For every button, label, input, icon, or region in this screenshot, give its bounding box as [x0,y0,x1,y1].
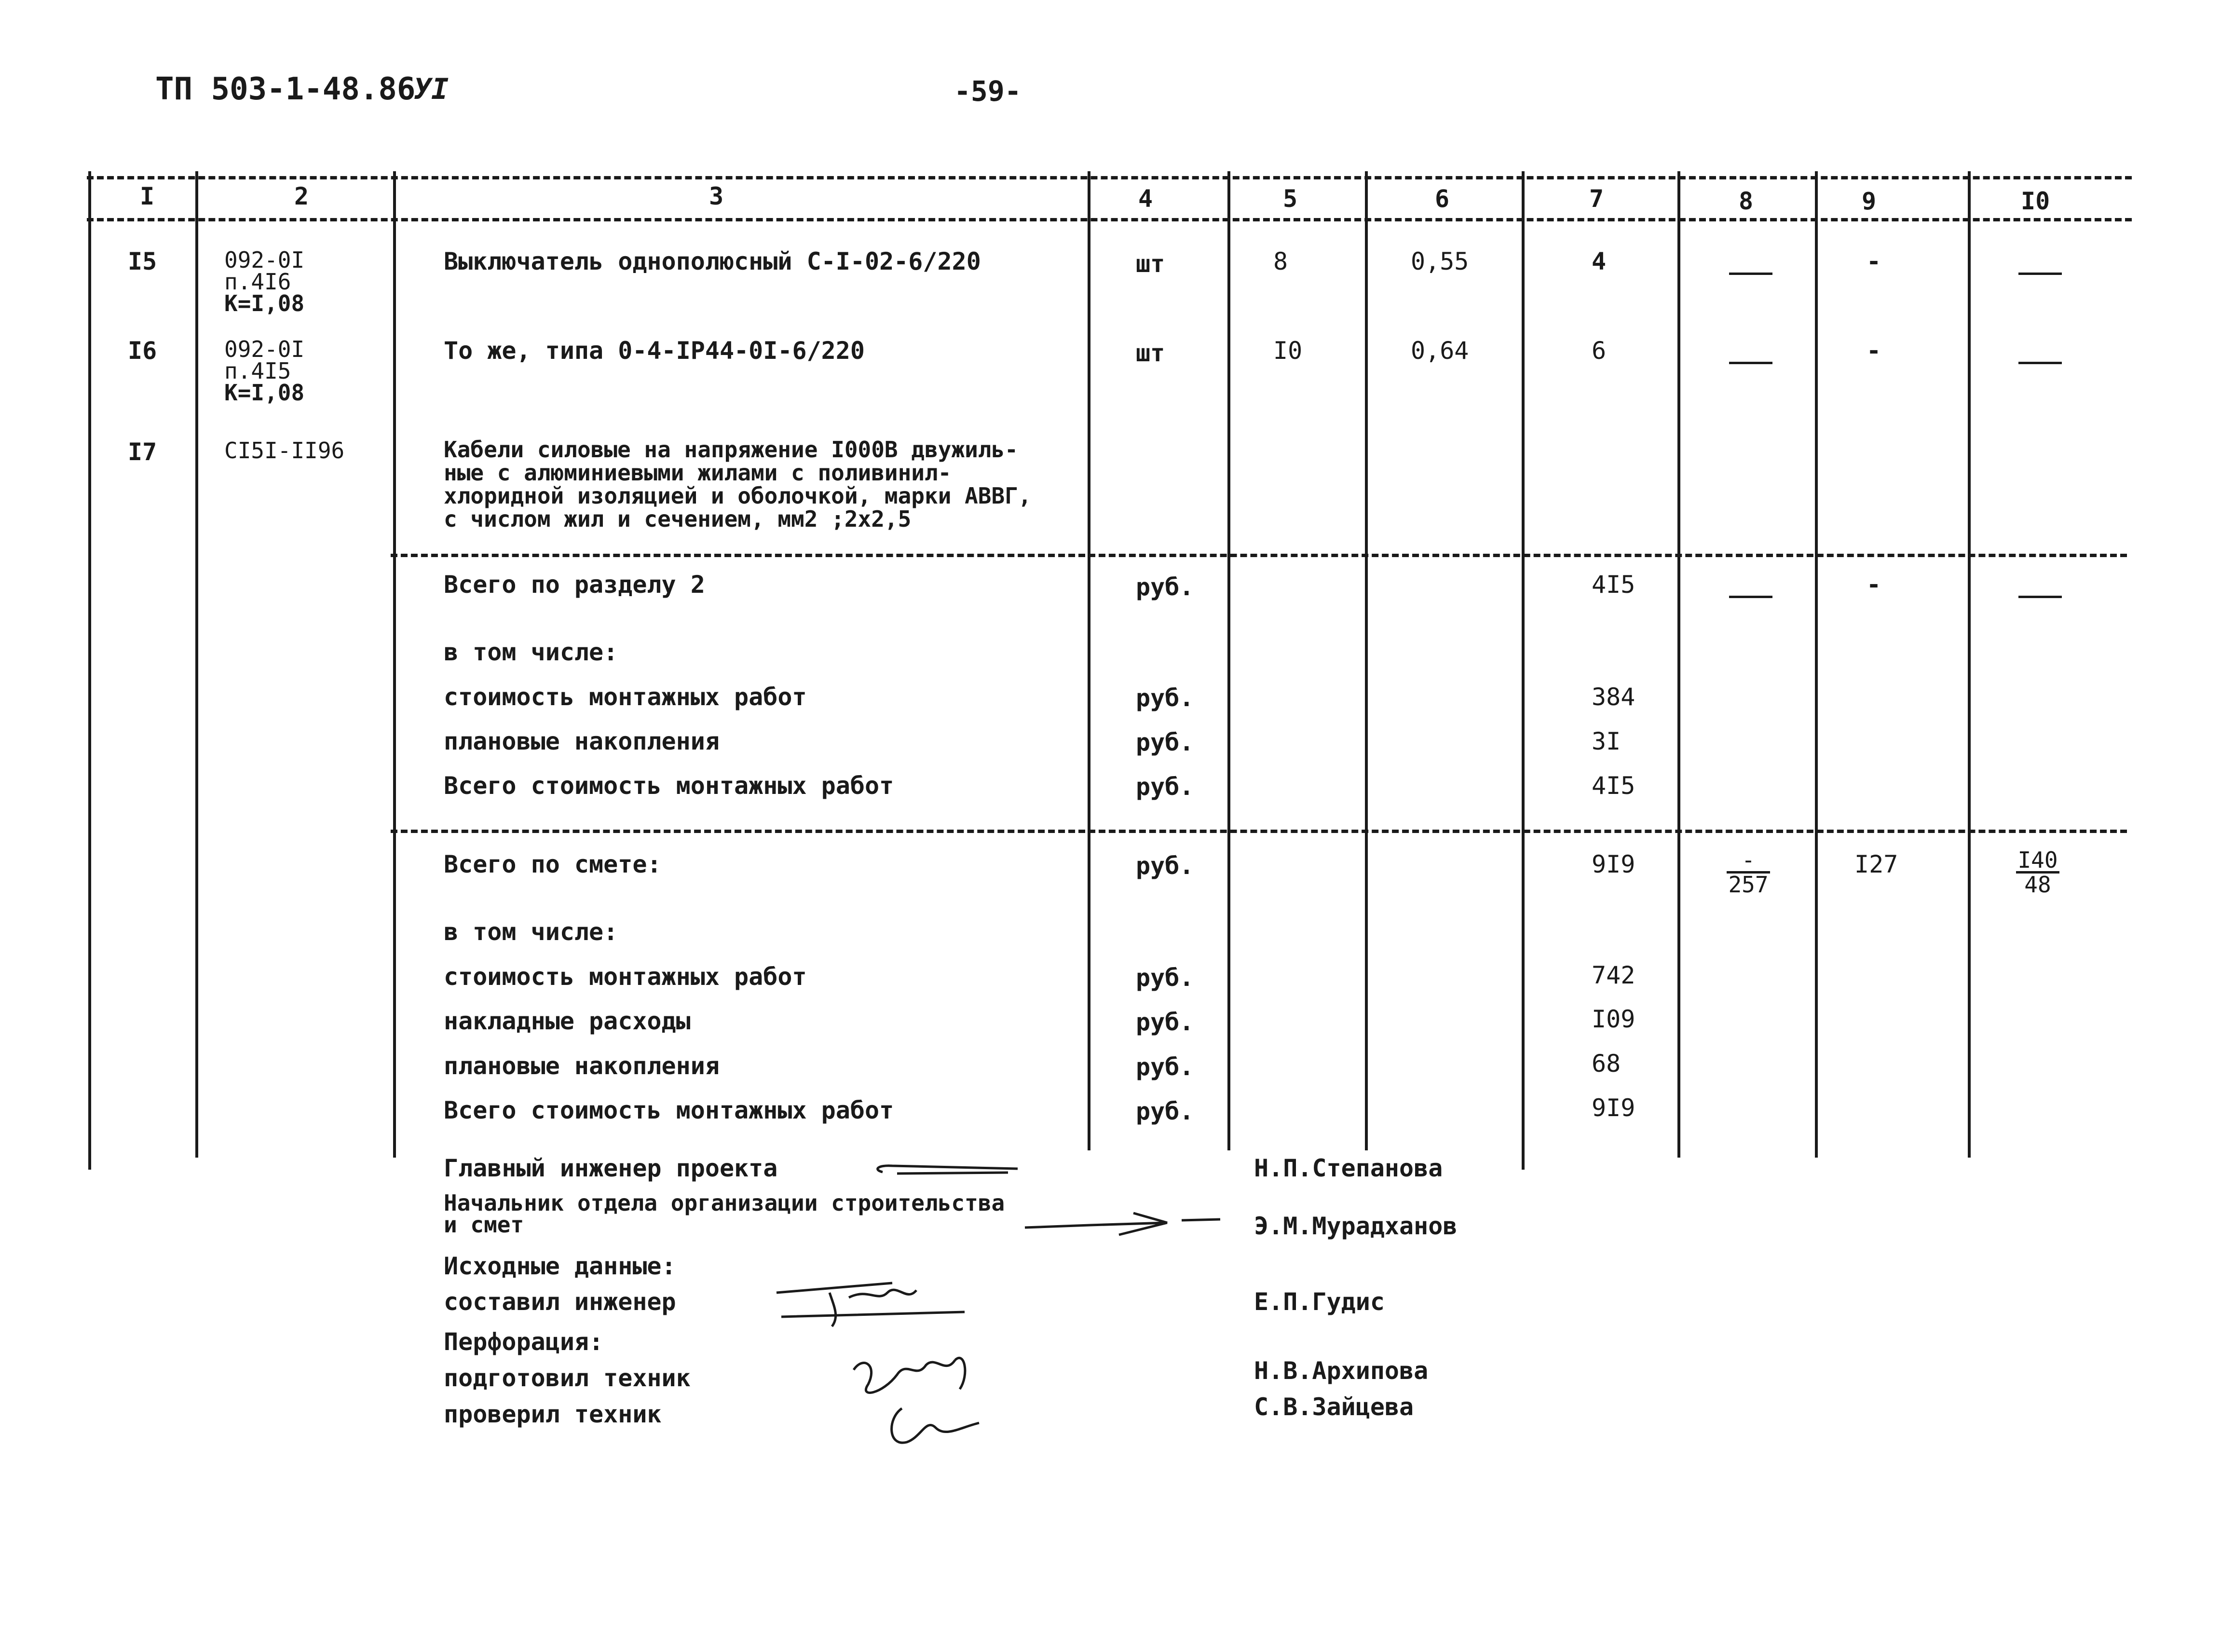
breakdown-value: 384 [1592,683,1635,711]
col-header-4: 4 [1138,185,1153,213]
section2-divider [391,554,2127,557]
chief-engineer-label: Главный инженер проекта [444,1154,778,1182]
compiled-by-label: составил инженер [444,1288,676,1316]
col8-numerator: - [1727,849,1770,874]
item-name: Выключатель однополюсный С-I-02-6/220 [444,247,981,275]
col10-denominator [2018,364,2062,383]
col-divider [195,171,198,1158]
col10-fraction [2016,849,2059,896]
row-number: I5 [128,247,157,275]
col-header-1: I [140,182,155,210]
col-divider [393,171,396,1158]
breakdown-label: плановые накопления [444,727,720,755]
prepared-by-name: Н.В.Архипова [1254,1357,1429,1385]
unit: шт [1136,250,1165,278]
including-label: в том числе: [444,918,618,946]
item-name-line: Кабели силовые на напряжение I000В двужиль- [444,437,1018,463]
section-total-value: 4I5 [1592,571,1635,599]
col8-fraction [1729,576,1772,617]
col10-numerator [2018,253,2062,275]
col-divider [1365,171,1368,1150]
norm-coefficient: К=I,08 [224,290,305,316]
item-name: То же, типа 0-4-IР44-0I-6/220 [444,337,865,365]
unit: руб. [1136,964,1194,992]
source-data-label: Исходные данные: [444,1252,676,1280]
page-number: -59- [954,75,1022,108]
chief-engineer-signature [863,1155,1022,1184]
col-divider [1088,171,1090,1150]
col10-denominator [2018,275,2062,294]
unit: руб. [1136,1097,1194,1125]
col8-fraction [1729,342,1772,383]
col8-fraction [1727,849,1770,896]
unit-price: 0,64 [1411,337,1469,365]
col-divider [88,171,91,1170]
breakdown-value: 68 [1592,1050,1621,1078]
col8-denominator [1729,364,1772,383]
unit: руб. [1136,728,1194,756]
col-divider [1968,171,1971,1158]
row-number: I6 [128,337,157,365]
col-header-2: 2 [294,182,309,210]
breakdown-label: Всего стоимость монтажных работ [444,1096,894,1124]
col-header-5: 5 [1283,185,1298,213]
compiled-by-name: Е.П.Гудис [1254,1288,1385,1316]
col10-fraction [2018,253,2062,294]
breakdown-label: стоимость монтажных работ [444,683,807,711]
norm-code: СI5I-II96 [224,437,345,464]
unit-price: 0,55 [1411,247,1469,275]
col-header-6: 6 [1435,185,1450,213]
col8-denominator: 257 [1728,872,1769,898]
dept-head-label-cont: и смет [444,1212,524,1238]
prepared-by-signature [844,1346,989,1457]
album-code: УI [414,72,449,106]
unit: руб. [1136,684,1194,712]
col-divider [1227,171,1230,1150]
chief-engineer-name: Н.П.Степанова [1254,1154,1443,1182]
col-header-10: I0 [2021,187,2050,215]
quantity: 8 [1273,247,1288,275]
col9-value: I27 [1854,850,1898,878]
row-number: I7 [128,438,157,466]
checked-by-name: С.В.Зайцева [1254,1393,1414,1421]
col10-denominator: 48 [2024,872,2051,898]
col-divider [1677,171,1680,1158]
quantity: I0 [1273,337,1303,365]
norm-clause: п.4I6 [224,269,291,295]
col9-value: - [1867,337,1881,365]
estimate-divider [391,830,2127,833]
item-name-line: хлоридной изоляцией и оболочкой, марки АВВГ, [444,483,1032,509]
breakdown-value: 742 [1592,961,1635,989]
norm-clause: п.4I5 [224,358,291,384]
section-total-label: Всего по разделу 2 [444,571,705,599]
col10-fraction [2018,576,2062,617]
breakdown-value: 9I9 [1592,1094,1635,1122]
item-name-line: ные с алюминиевыми жилами с поливинил- [444,460,952,486]
breakdown-label: плановые накопления [444,1052,720,1080]
breakdown-value: 3I [1592,727,1621,755]
estimate-total-label: Всего по смете: [444,850,662,878]
unit: руб. [1136,1053,1194,1081]
col8-numerator [1729,342,1772,364]
col10-fraction [2018,342,2062,383]
dept-head-signature [1022,1206,1225,1240]
unit: руб. [1136,1008,1194,1036]
col9-value: - [1867,571,1881,599]
col10-numerator [2018,576,2062,598]
col9-value: - [1867,247,1881,275]
perforation-label: Перфорация: [444,1328,604,1356]
col-divider [1522,171,1525,1170]
col8-numerator [1729,576,1772,598]
including-label: в том числе: [444,638,618,666]
norm-code: 092-0I [224,247,305,273]
col8-denominator [1729,275,1772,294]
prepared-by-label: подготовил техник [444,1364,691,1392]
col8-denominator [1729,598,1772,617]
unit: руб. [1136,573,1194,601]
breakdown-value: I09 [1592,1005,1635,1033]
breakdown-label: накладные расходы [444,1007,691,1035]
breakdown-label: Всего стоимость монтажных работ [444,772,894,800]
col-divider [1815,171,1818,1158]
unit: руб. [1136,852,1194,880]
col-header-7: 7 [1589,185,1604,213]
dept-head-label: Начальник отдела организации строительства [444,1190,1005,1216]
col-header-9: 9 [1862,187,1877,215]
breakdown-value: 4I5 [1592,772,1635,800]
col8-fraction [1729,253,1772,294]
col10-numerator: I40 [2016,849,2059,874]
norm-code: 092-0I [224,336,305,362]
col10-numerator [2018,342,2062,364]
total-cost: 6 [1592,337,1607,365]
norm-coefficient: К=I,08 [224,380,305,406]
unit: руб. [1136,773,1194,801]
dept-head-name: Э.М.Мурадханов [1254,1212,1458,1240]
document-code: ТП 503-1-48.86 [155,71,416,107]
col-header-3: 3 [709,182,724,210]
item-name-line: с числом жил и сечением, мм2 ;2х2,5 [444,506,912,532]
col10-denominator [2018,598,2062,617]
checked-by-label: проверил техник [444,1400,662,1428]
unit: шт [1136,339,1165,367]
breakdown-label: стоимость монтажных работ [444,963,807,991]
compiled-by-signature [772,1264,974,1336]
estimate-total-value: 9I9 [1592,850,1635,878]
total-cost: 4 [1592,247,1607,275]
col8-numerator [1729,253,1772,275]
col-header-8: 8 [1739,187,1754,215]
